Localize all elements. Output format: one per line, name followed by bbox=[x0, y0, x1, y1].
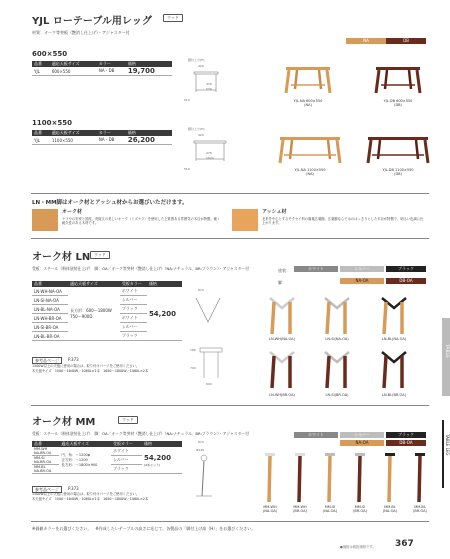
yjl-na-1100-image bbox=[278, 135, 342, 165]
cell-color: NA・DB bbox=[97, 67, 126, 76]
ash-swatch bbox=[232, 209, 258, 231]
mm-note1: 1500W以上の天板に使用の場合は、取り付けパーツをご使用ください。 bbox=[32, 492, 140, 496]
cell-size: 600×550 bbox=[50, 67, 97, 76]
yjl-size-heading-1100: 1100×550 bbox=[32, 119, 72, 127]
footer-tax-note: ●価格は税抜価格です。 bbox=[340, 545, 376, 549]
dim-value: 180 bbox=[190, 348, 196, 352]
section-divider bbox=[31, 521, 429, 522]
col-header: 適応天板サイズ bbox=[50, 130, 97, 136]
side-tab-table[interactable] bbox=[442, 318, 450, 396]
mm-paint-black: ブラック bbox=[386, 432, 426, 438]
col-header: 受板カラー bbox=[120, 281, 147, 287]
col-header: 品番 bbox=[32, 61, 50, 67]
dim-value: 530 bbox=[206, 87, 212, 91]
cell-price bbox=[142, 447, 182, 474]
dim-value: 476 bbox=[206, 82, 212, 86]
cell-code: MM-WH NA-BR-OA bbox=[32, 447, 59, 456]
col-header: 価格 bbox=[126, 61, 172, 67]
dim-value: 510 bbox=[184, 98, 190, 102]
cell-price: 54,200 bbox=[147, 287, 182, 341]
caption-mm-si-na: MM-SI (NA-OA) bbox=[322, 505, 338, 513]
ln-leg-wh-na bbox=[260, 296, 304, 336]
yjl-table-1100 bbox=[32, 130, 172, 145]
dim-value: 670 bbox=[198, 440, 204, 444]
yjl-dimension-diagram-600 bbox=[184, 58, 228, 108]
cell-color: ブラック bbox=[120, 332, 147, 341]
yjl-db-1100-image bbox=[366, 135, 430, 165]
ln-note2: 木天板サイズ 1500～1640W／1060L×1本 1650～1800W／1060L×2本 bbox=[32, 369, 149, 373]
mm-leg-bl-br bbox=[405, 452, 435, 504]
wood-note-heading: LN・MM脚はオーク材とアッシュ材からお選びいただけます。 bbox=[32, 200, 188, 206]
ln-table bbox=[32, 281, 182, 341]
leg-db-oa: DB-OA bbox=[386, 278, 426, 284]
caption-yjl-na-600: YJL-NA 600×550 (NA) bbox=[293, 99, 323, 107]
price-note: (4本セット) bbox=[143, 462, 161, 467]
cell-color: ブラック bbox=[120, 305, 147, 314]
cell-color: NA・DB bbox=[97, 136, 126, 145]
dim-value: 670 bbox=[198, 288, 204, 292]
col-header: 価格 bbox=[126, 130, 172, 136]
mm-title: オーク材 MM bbox=[32, 417, 96, 428]
mm-leg-bl-na bbox=[375, 452, 405, 504]
col-header: 適応天板サイズ bbox=[68, 281, 120, 287]
col-header: 価格 bbox=[142, 441, 182, 447]
mm-wood-tag: ウッド bbox=[118, 416, 138, 424]
cell-color: シルバー bbox=[120, 296, 147, 305]
col-header: カラー bbox=[97, 130, 126, 136]
caption-mm-wh-na: MM-WH (NA-OA) bbox=[262, 505, 278, 513]
dim-label: 脚付上寸(H) bbox=[188, 127, 205, 131]
paint-black: ブラック bbox=[386, 266, 426, 272]
dim-value: Φ120 bbox=[196, 448, 205, 452]
col-header: カラー bbox=[97, 61, 126, 67]
cell-code: LN-BL-BR-OA bbox=[32, 332, 68, 341]
mm-leg-db-oa: DB-OA bbox=[386, 440, 426, 446]
yjl-db-600-image bbox=[373, 65, 423, 95]
swatch-db: DB bbox=[386, 38, 426, 44]
page-number: 367 bbox=[395, 539, 414, 549]
cell-code: YJL bbox=[32, 67, 50, 76]
paint-silver: シルバー bbox=[340, 266, 384, 272]
col-header: 受板カラー bbox=[111, 441, 142, 447]
cell-code: LN-WH-NA-OA bbox=[32, 287, 68, 296]
cell-price: 26,200 bbox=[126, 136, 172, 145]
yjl-table-600 bbox=[32, 61, 172, 76]
mm-link-label: 参考品ページ bbox=[32, 486, 62, 493]
mm-note2: 木天板サイズ 1500～1640W／1060L×1本 1650～1800W／1060L×2本 bbox=[32, 497, 149, 501]
oak-text: ナラやの実家と国産。虎斑文の美しいオーク（ミズナラ）を使用した上質感ある雰囲気の木目が特徴。硬く耐久性のある木材です。 bbox=[62, 217, 221, 225]
cell-code: LN-BL-NA-OA bbox=[32, 305, 68, 314]
caption-mm-bl-br: MM-BL (BR-OA) bbox=[413, 505, 427, 513]
mm-paint-silver: シルバー bbox=[340, 432, 384, 438]
mm-dimension-diagram bbox=[190, 440, 220, 500]
col-header: 適応天板サイズ bbox=[50, 61, 97, 67]
yjl-na-600-image bbox=[283, 65, 333, 95]
mm-leg-wh-br bbox=[285, 452, 315, 504]
mm-table bbox=[32, 441, 182, 474]
mm-leg-na-oa: NA-OA bbox=[340, 440, 384, 446]
ln-leg-si-na bbox=[315, 296, 359, 336]
dim-value: 510 bbox=[184, 167, 190, 171]
cell-size: 円、角：～1200φ 正方形：～1200 長方形：～1800×900 bbox=[59, 447, 111, 474]
yjl-dimension-diagram-1100 bbox=[184, 127, 236, 177]
oak-swatch bbox=[32, 209, 58, 231]
caption-yjl-na-1100: YJL-NA 1100×550 (NA) bbox=[294, 168, 326, 176]
dim-value: 1020 bbox=[206, 156, 214, 160]
yjl-title: YJL ローテーブル用レッグ bbox=[32, 16, 152, 27]
col-header: 適応天板サイズ bbox=[59, 441, 111, 447]
caption-ln-bl-br: LN-BL(BR-OA) bbox=[382, 393, 406, 397]
caption-mm-si-br: MM-SI (BR-OA) bbox=[353, 505, 367, 513]
cell-color: ホワイト bbox=[111, 447, 142, 456]
mm-paint-white: ホワイト bbox=[294, 432, 338, 438]
cell-code: MM-SI NA-BR-OA bbox=[32, 456, 59, 465]
cell-code: YJL bbox=[32, 136, 50, 145]
ln-title: オーク材 LN bbox=[32, 252, 91, 263]
swatch-na: NA bbox=[346, 38, 386, 44]
dim-value: 700 bbox=[190, 366, 196, 370]
table-row bbox=[32, 287, 182, 296]
yjl-wood-tag: ウッド bbox=[163, 14, 183, 22]
ln-leg-wh-br bbox=[260, 350, 304, 390]
caption-mm-bl-na: MM-BL (NA-OA) bbox=[382, 505, 398, 513]
col-header: 価格 bbox=[147, 281, 182, 287]
ln-wood-tag: ウッド bbox=[90, 251, 110, 259]
cell-price: 19,700 bbox=[126, 67, 172, 76]
dim-value: 420 bbox=[198, 133, 204, 137]
dim-label: 脚付上寸(H) bbox=[188, 58, 205, 62]
col-header: 品番 bbox=[32, 281, 68, 287]
caption-ln-si-na: LN-SI(NA-OA) bbox=[325, 337, 349, 341]
caption-yjl-db-600: YJL-DB 600×550 (DB) bbox=[383, 99, 413, 107]
cell-color: ホワイト bbox=[120, 287, 147, 296]
ln-leg-bl-br bbox=[372, 350, 416, 390]
caption-ln-wh-br: LN-WH(BR-OA) bbox=[269, 393, 295, 397]
dim-value: 476 bbox=[206, 151, 212, 155]
yjl-size-heading-600: 600×550 bbox=[32, 50, 68, 58]
ln-link-page[interactable]: P.373 bbox=[68, 357, 79, 362]
table-row bbox=[32, 447, 182, 456]
cell-size: 1100×550 bbox=[50, 136, 97, 145]
col-header: 品番 bbox=[32, 130, 50, 136]
ln-note1: 1500W以上の天板に使用の場合は、取り付けパーツをご使用ください。 bbox=[32, 364, 140, 368]
cell-code: LN-SI-BR-OA bbox=[32, 323, 68, 332]
mm-material: 受板：スチール（粉体塗装仕上げ） 脚：OA／オーク等突材（艶消し仕上げ）（NA:ナチュラル、BR:ブラウン）・アジャスター付 bbox=[32, 431, 249, 436]
cell-code: LN-WH-BR-OA bbox=[32, 314, 68, 323]
ln-leg-label: 脚： bbox=[278, 280, 286, 285]
ln-dimension-diagram bbox=[190, 288, 226, 388]
ash-text: 北米を中心とするモクセイ科の落葉広葉樹。広葉樹ならではのはっきりとした木目が特徴で、明るい色調に仕上がります。 bbox=[262, 217, 424, 225]
cell-color: ホワイト bbox=[120, 314, 147, 323]
ln-paint-label: 塗装： bbox=[278, 268, 290, 273]
caption-ln-wh-na: LN-WH(NA-OA) bbox=[269, 337, 295, 341]
oak-title: オーク材 bbox=[62, 209, 83, 215]
cell-code: MM-BL NA-BR-OA bbox=[32, 465, 59, 474]
leg-na-oa: NA-OA bbox=[340, 278, 384, 284]
footer-note: ※価値カラーをお選びください。 ※作成したいテーブルの高さに応じて、各製品の「脚付上げ高（H）」をお選びください。 bbox=[32, 526, 256, 531]
mm-leg-si-br bbox=[345, 452, 375, 504]
mm-link-page[interactable]: P.373 bbox=[68, 486, 79, 491]
cell-color: ブラック bbox=[111, 465, 142, 474]
side-tab-table-leg[interactable] bbox=[442, 420, 450, 488]
ln-leg-si-br bbox=[315, 350, 359, 390]
section-divider bbox=[31, 405, 429, 406]
ln-material: 受板：スチール（粉体塗装仕上げ） 脚：OA／オーク等突材（艶消し仕上げ）（NA:ナチュラル、BR:ブラウン）・アジャスター付 bbox=[32, 266, 249, 271]
ln-leg-bl-na bbox=[372, 296, 416, 336]
cell-size: 長方形：600～1800W 750～900D bbox=[68, 287, 120, 341]
table-row bbox=[32, 67, 172, 76]
ln-link-label: 参考品ページ bbox=[32, 357, 62, 364]
col-header: 品番 bbox=[32, 441, 59, 447]
dim-value: 420 bbox=[198, 64, 204, 68]
caption-ln-si-br: LN-SI(BR-OA) bbox=[325, 393, 349, 397]
dim-value: 600 bbox=[206, 382, 212, 386]
table-row bbox=[32, 136, 172, 145]
yjl-material: 材質：オーク等突板（艶消し仕上げ）・アジャスター付 bbox=[32, 30, 130, 35]
side-tab-label: TABLE bbox=[444, 344, 449, 358]
caption-ln-bl-na: LN-BL(NA-OA) bbox=[381, 337, 407, 341]
caption-mm-wh-br: MM-WH (BR-OA) bbox=[293, 505, 307, 513]
price-value: 54,200 bbox=[143, 453, 171, 462]
cell-color: シルバー bbox=[111, 456, 142, 465]
cell-code: LN-SI-NA-OA bbox=[32, 296, 68, 305]
section-divider bbox=[31, 238, 429, 239]
mm-leg-wh-na bbox=[255, 452, 285, 504]
section-divider bbox=[31, 193, 429, 194]
paint-white: ホワイト bbox=[294, 266, 338, 272]
ash-title: アッシュ材 bbox=[262, 209, 287, 215]
cell-color: シルバー bbox=[120, 323, 147, 332]
side-tab-leg-label: TABLE LEG bbox=[445, 434, 450, 456]
mm-leg-si-na bbox=[315, 452, 345, 504]
caption-yjl-db-1100: YJL-DB 1100×550 (DB) bbox=[382, 168, 414, 176]
